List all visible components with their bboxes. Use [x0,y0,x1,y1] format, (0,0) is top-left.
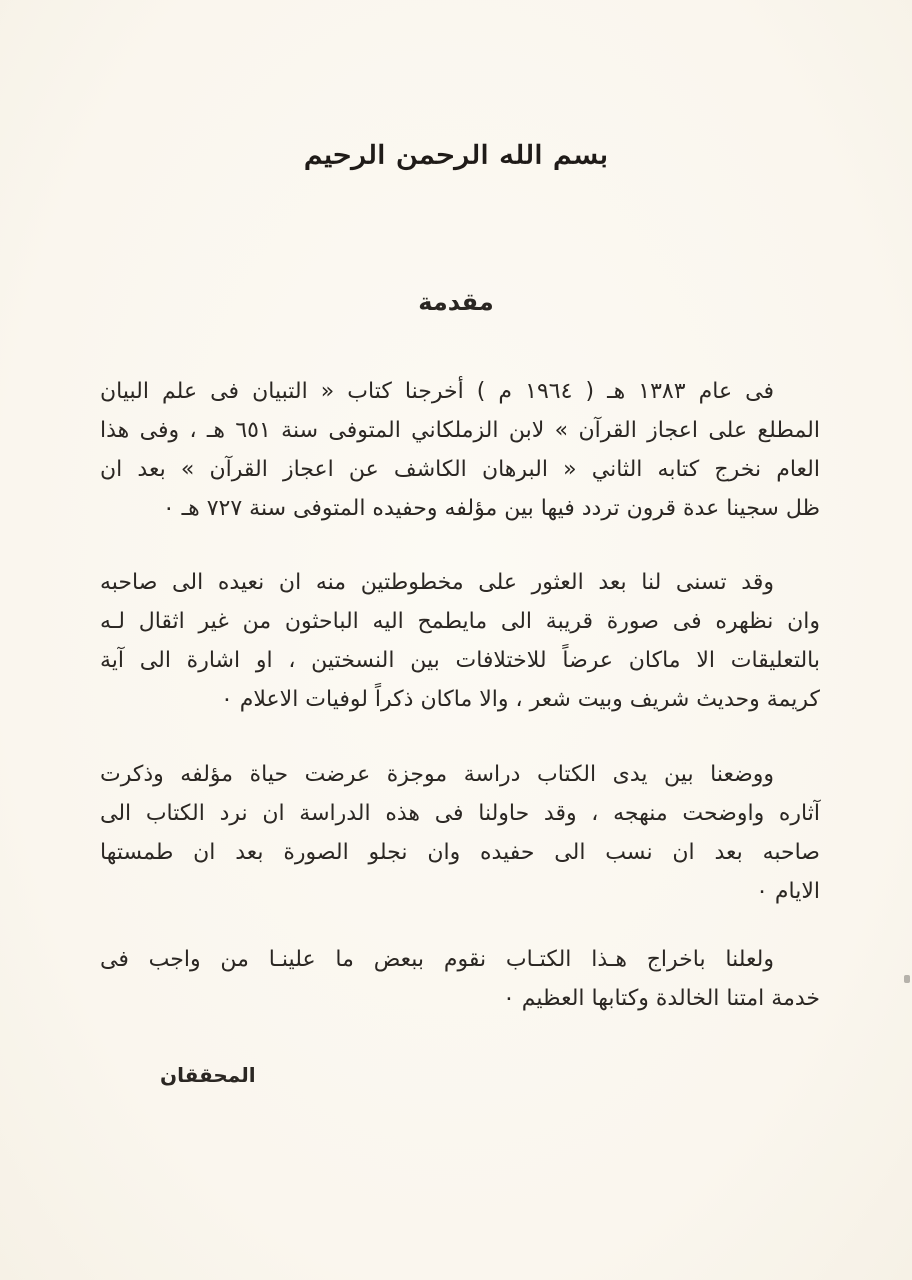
basmala-calligraphy: بسم الله الرحمن الرحيم [303,140,609,171]
text-line: صاحبه بعد ان نسب الى حفيده وان نجلو الصورة بعد ان طمستها [100,840,820,865]
text-line: وان نظهره فى صورة قريبة الى مايطمح اليه الباحثون من غير اثقال لـه [100,609,820,634]
paragraph-2 [100,563,820,719]
text-line: ظل سجينا عدة قرون تردد فيها بين مؤلفه وحفيده المتوفى سنة ٧٢٧ هـ ٠ [162,496,820,521]
text-line: وقد تسنى لنا بعد العثور على مخطوطتين منه ان نعيده الى صاحبه [100,570,774,595]
text-line: ووضعنا بين يدى الكتاب دراسة موجزة عرضت حياة مؤلفه وذكرت [100,762,774,787]
text-line: بالتعليقات الا ماكان عرضاً للاختلافات بين النسختين ، او اشارة الى آية [100,648,820,673]
signature: المحققان [160,1063,256,1087]
scan-edge-mark [904,975,910,983]
paragraph-3 [100,755,820,911]
text-line: فى عام ١٣٨٣ هـ ( ١٩٦٤ م ) أخرجنا كتاب « التبيان فى علم البيان [100,379,775,404]
text-line: العام نخرج كتابه الثاني « البرهان الكاشف عن اعجاز القرآن » بعد ان [100,457,820,482]
text-line: الايام ٠ [756,879,820,904]
text-line: خدمة امتنا الخالدة وكتابها العظيم ٠ [502,986,820,1011]
text-line: المطلع على اعجاز القرآن » لابن الزملكاني المتوفى سنة ٦٥١ هـ ، وفى هذا [100,418,821,443]
paragraph-1 [100,372,820,528]
text-line: ولعلنا باخراج هـذا الكتـاب نقوم ببعض ما علينـا من واجب فى [100,947,774,972]
text-line: آثاره واوضحت منهجه ، وقد حاولنا فى هذه الدراسة ان نرد الكتاب الى [100,801,820,826]
text-line: كريمة وحديث شريف وبيت شعر ، والا ماكان ذكراً لوفيات الاعلام ٠ [220,687,820,712]
paragraph-4 [100,940,820,1018]
page-title: مقدمة [418,288,494,316]
